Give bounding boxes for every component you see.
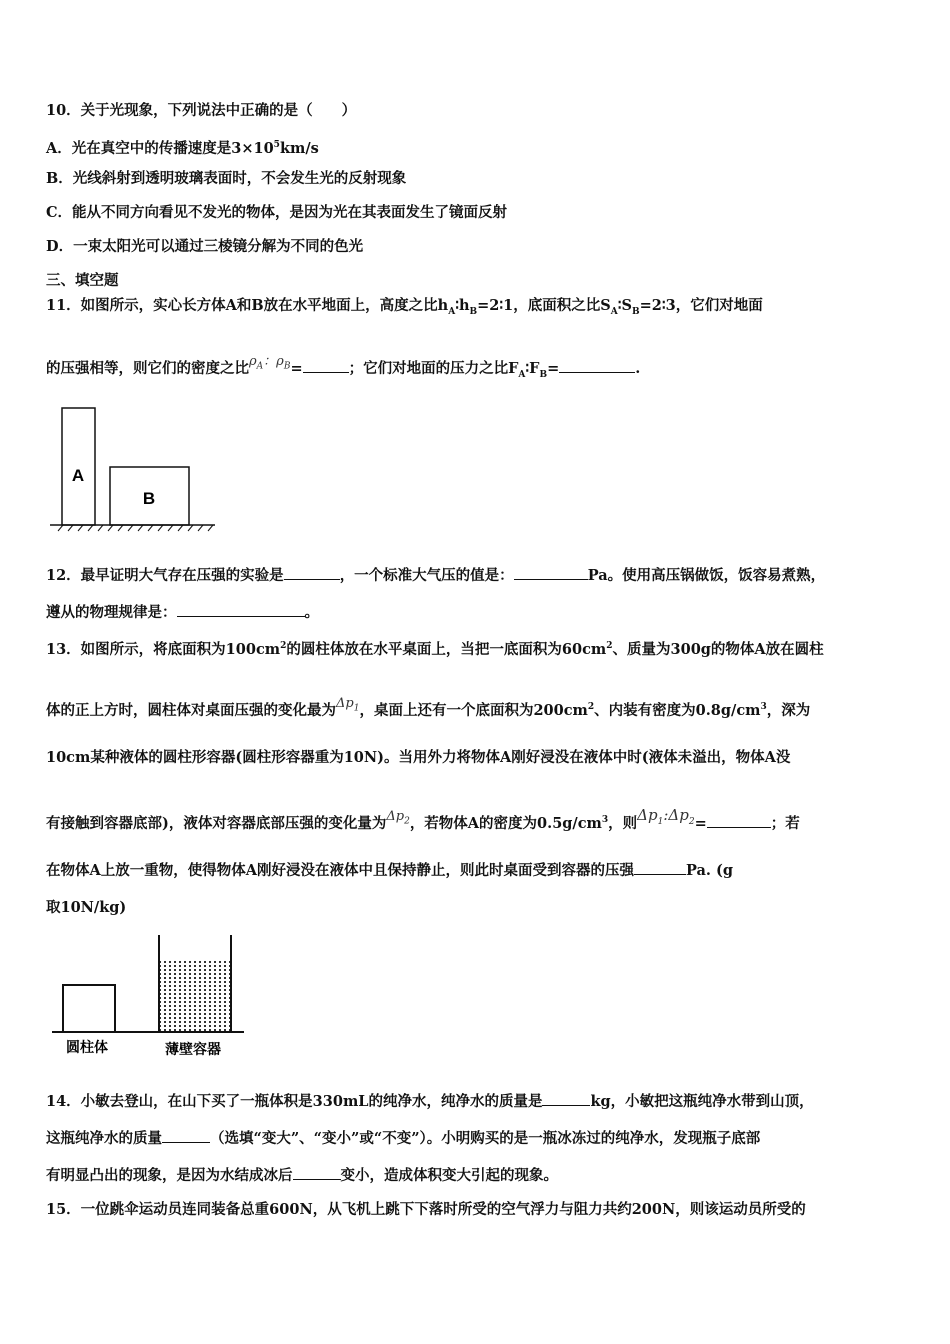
q13-line-6 [46,898,126,918]
q13-text: 体的正上方时，圆柱体对桌面压强的变化最为 [46,701,336,719]
q13-line-3 [46,748,790,768]
colon: ∶ [525,360,530,377]
block-b-label: B [142,489,156,508]
q10-stem-text: 10．关于光现象，下列说法中正确的是（ ） [46,102,357,119]
q14-text: 这瓶纯净水的质量 [46,1130,162,1147]
q13-text: 、质量为300g的物体A放在圆柱 [612,640,824,658]
section-heading-text: 三、填空题 [46,272,119,289]
q13-text: 在物体A上放一重物，使得物体A刚好浸没在液体中且保持静止，则此时桌面受到容器的压强 [46,862,634,879]
q10-option-c [46,203,507,223]
q10-option-b [46,169,406,189]
q11-text: =2∶3，它们对地面 [639,297,763,314]
exponent: 3 [601,815,609,825]
q13-line-2 [46,697,810,726]
q13-text: 取10N/kg) [46,899,127,916]
sub-a: A [448,306,456,317]
q13-text: 有接触到容器底部)，液体对容器底部压强的变化量为 [46,814,387,832]
blank-pressure-ratio[interactable] [707,813,771,828]
s-b: S [621,297,632,314]
equals: = [694,814,707,832]
q10-option-c-text: C．能从不同方向看见不发光的物体，是因为光在其表面发生了镜面反射 [46,204,508,221]
q13-text: ，深为 [766,701,811,719]
block-a-label: A [71,466,85,485]
q15-line-1 [46,1200,806,1220]
rho-b [276,354,291,372]
liquid [160,959,230,1032]
delta-p2 [386,808,410,827]
q10-option-d [46,237,363,257]
q13-line-1 [46,636,824,660]
blank-ice-property[interactable] [293,1165,341,1180]
blank-atm-value[interactable] [514,565,588,580]
colon: ∶ [455,297,459,314]
sub-b: B [539,369,548,380]
section-heading [46,271,119,291]
rho-separator: ： [263,354,277,369]
q12-text: 遵从的物理规律是： [46,604,177,621]
q10-option-a-text: A．光在真空中的传播速度是3×10 [46,139,274,157]
blank-density-ratio[interactable] [303,358,349,373]
sub-b: B [283,361,291,372]
delta-p-symbol: Δp [668,805,689,824]
blank-force-ratio[interactable] [559,358,635,373]
exponent: 2 [587,702,595,712]
equals: = [547,360,560,377]
sub-a: A [610,306,618,317]
blank-experiment[interactable] [284,565,340,580]
q12-line-2 [46,602,319,623]
q11-text: 11．如图所示，实心长方体A和B放在水平地面上，高度之比h [46,297,449,314]
q14-text: 14．小敏去登山，在山下买了一瓶体积是330mL的纯净水，纯净水的质量是 [46,1093,543,1110]
q10-stem [46,101,356,121]
q11-line-1 [46,296,763,322]
q14-text: kg，小敏把这瓶纯净水带到山顶， [590,1093,814,1110]
sub-1: 1 [353,703,360,714]
q14-text: 变小，造成体积变大引起的现象。 [340,1167,558,1184]
delta-p-symbol: Δp [386,808,405,824]
q13-line-5 [46,860,733,881]
q13-text: Pa. (g [686,862,734,879]
q12-text: ，一个标准大气压的值是： [339,567,514,584]
rho-a [249,354,264,372]
cylinder [63,985,115,1032]
sub-1: 1 [657,816,664,827]
q14-text: 有明显凸出的现象，是因为水结成冰后 [46,1167,293,1184]
ground-hatching [58,525,213,531]
q12-text: 12．最早证明大气存在压强的实验是 [46,567,284,584]
q14-text: （选填“变大”、“变小”或“不变”）。小明购买的是一瓶冰冻过的纯净水，发现瓶子底部 [210,1130,761,1147]
q10-option-b-text: B．光线斜射到透明玻璃表面时，不会发生光的反射现象 [46,170,407,187]
blank-physics-law[interactable] [177,602,305,617]
q13-text: 、内装有密度为0.8g/cm [594,701,761,719]
ratio-separator: : [663,805,669,824]
period: . [635,360,641,377]
delta-p1 [336,695,360,714]
q14-line-3 [46,1165,558,1186]
sub-2: 2 [404,816,410,827]
blank-water-mass[interactable] [542,1091,590,1106]
q13-text: ，若物体A的密度为0.5g/cm [409,814,602,832]
rho-symbol: ρ [249,354,257,369]
f-b: F [529,360,540,377]
blank-mass-change[interactable] [162,1128,210,1143]
q11-text: ；它们对地面的压力之比F [348,360,519,377]
q10-unit: km/s [279,139,319,157]
q12-text: Pa。使用高压锅做饭，饭容易煮熟， [587,567,826,584]
q12-line-1 [46,565,825,586]
q14-line-1 [46,1091,814,1112]
ratio-expression [637,805,695,827]
exponent: 2 [280,641,287,651]
q15-text: 15．一位跳伞运动员连同装备总重600N，从飞机上跳下下落时所受的空气浮力与阻力共约200N，则该运动员所受的 [46,1201,806,1218]
q10-option-d-text: D．一束太阳光可以通过三棱镜分解为不同的色光 [46,238,364,255]
sub-b: B [631,306,640,317]
sub-2: 2 [688,816,695,827]
q13-text: ，则 [608,814,638,832]
q13-text: 10cm某种液体的圆柱形容器(圆柱形容器重为10N)。当用外力将物体A刚好浸没在液体中时(液体未溢出，物体A没 [46,749,791,766]
q13-line-4 [46,805,800,840]
exponent: 2 [606,641,613,651]
cylinder-label: 圆柱体 [66,1039,108,1055]
colon: ∶ [617,297,622,314]
q10-option-a [46,135,319,159]
q11-figure [50,404,220,532]
q14-line-2 [46,1128,760,1149]
blank-table-pressure[interactable] [634,860,686,875]
sub-b: B [469,306,478,317]
q13-text: ，桌面上还有一个底面积为200cm [359,701,588,719]
q10-exponent: 5 [273,140,280,150]
q13-text: ；若 [770,814,800,832]
delta-p-symbol: Δp [336,695,354,711]
q13-figure [48,932,248,1060]
h-b: h [459,297,470,314]
q13-text: 的圆柱体放在水平桌面上，当把一底面积为60cm [286,640,607,658]
q12-text: 。 [304,604,319,621]
exponent: 3 [760,702,767,712]
sub-a: A [518,369,526,380]
container-label: 薄壁容器 [165,1041,221,1057]
sub-a: A [256,361,264,372]
q13-text: 13．如图所示，将底面积为100cm [46,640,281,658]
q11-line-2 [46,354,641,385]
rho-symbol: ρ [276,354,284,369]
q11-text: 的压强相等，则它们的密度之比 [46,360,249,377]
q11-text: =2∶1，底面积之比S [477,297,611,314]
equals: = [290,360,303,377]
delta-p-symbol: Δp [637,805,658,824]
